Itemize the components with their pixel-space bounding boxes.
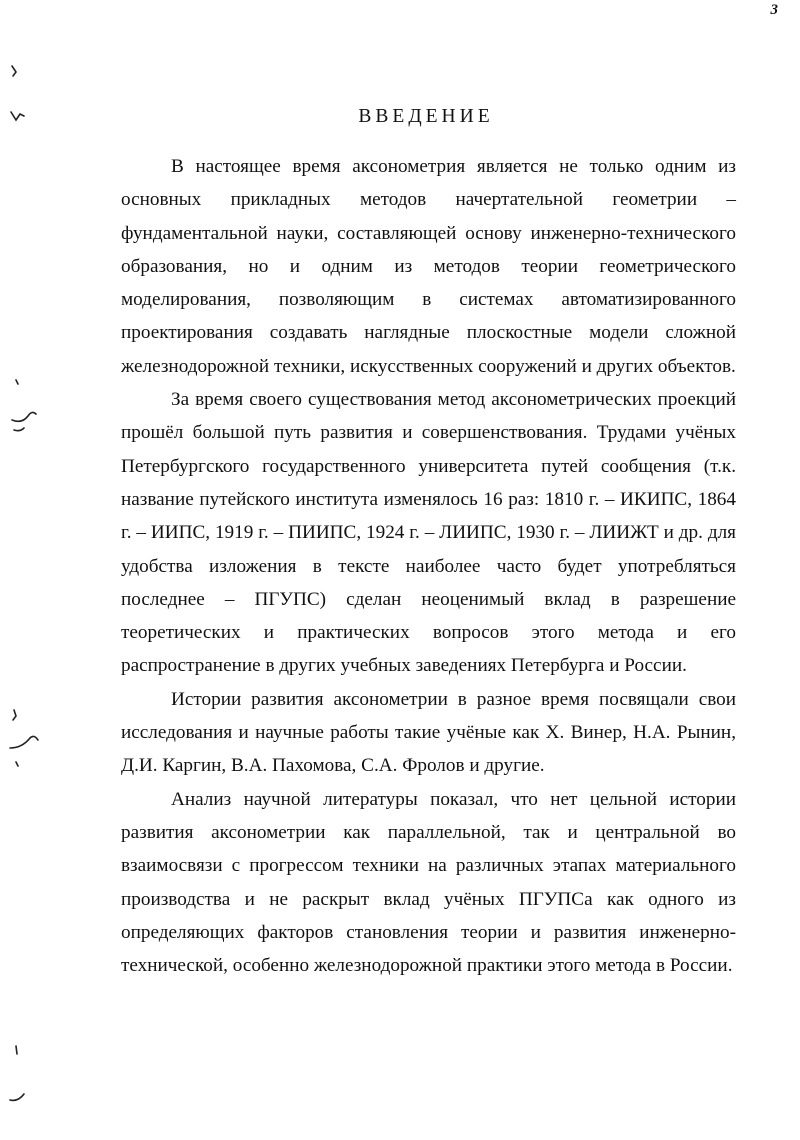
paragraph-4: Анализ научной литературы показал, что нет цельной истории развития аксонометрии как параллельной, так и центральной во взаимосвязи с прогрессом техники на различных этапах материального производства и не раскрыт вклад учёных ПГУПСа как одного из определяющих факторов становления теории и развития инженерно-технической, особенно железнодорожной практики этого метода в России. [121,788,736,977]
page-title: ВВЕДЕНИЕ [358,106,494,127]
body-text [121,150,736,982]
paragraph-1: В настоящее время аксонометрия является не только одним из основных прикладных методов начертательной геометрии – фундаментальной науки, составляющей основу инженерно-технического образования, но и одним из методов теории геометрического моделирования, позволяющим в системах автоматизированного проектирования создавать наглядные плоскостные модели сложной железнодорожной техники, искусственных сооружений и других объектов. [121,156,736,377]
paragraph-2: За время своего существования метод аксонометрических проекций прошёл большой путь развития и совершенствования. Трудами учёных Петербургского государственного университета путей сообщения (т.к. название путейского института изменялось 16 раз: 1810 г. – ИКИПС, 1864 г. – ИИПС, 1919 г. – ПИИПС, 1924 г. – ЛИИПС, 1930 г. – ЛИИЖТ и др. для удобства изложения в тексте наиболее часто будет употребляться последнее – ПГУПС) сделан неоценимый вклад в разрешение теоретических и практических вопросов этого метода и его распространение в других учебных заведениях Петербурга и России. [121,389,736,677]
paragraph-3: Истории развития аксонометрии в разное время посвящали свои исследования и научные работы такие учёные как Х. Винер, Н.А. Рынин, Д.И. Каргин, В.А. Пахомова, С.А. Фролов и другие. [121,688,736,777]
page-number: 3 [770,2,778,18]
binding-margin-marks [0,0,60,1140]
